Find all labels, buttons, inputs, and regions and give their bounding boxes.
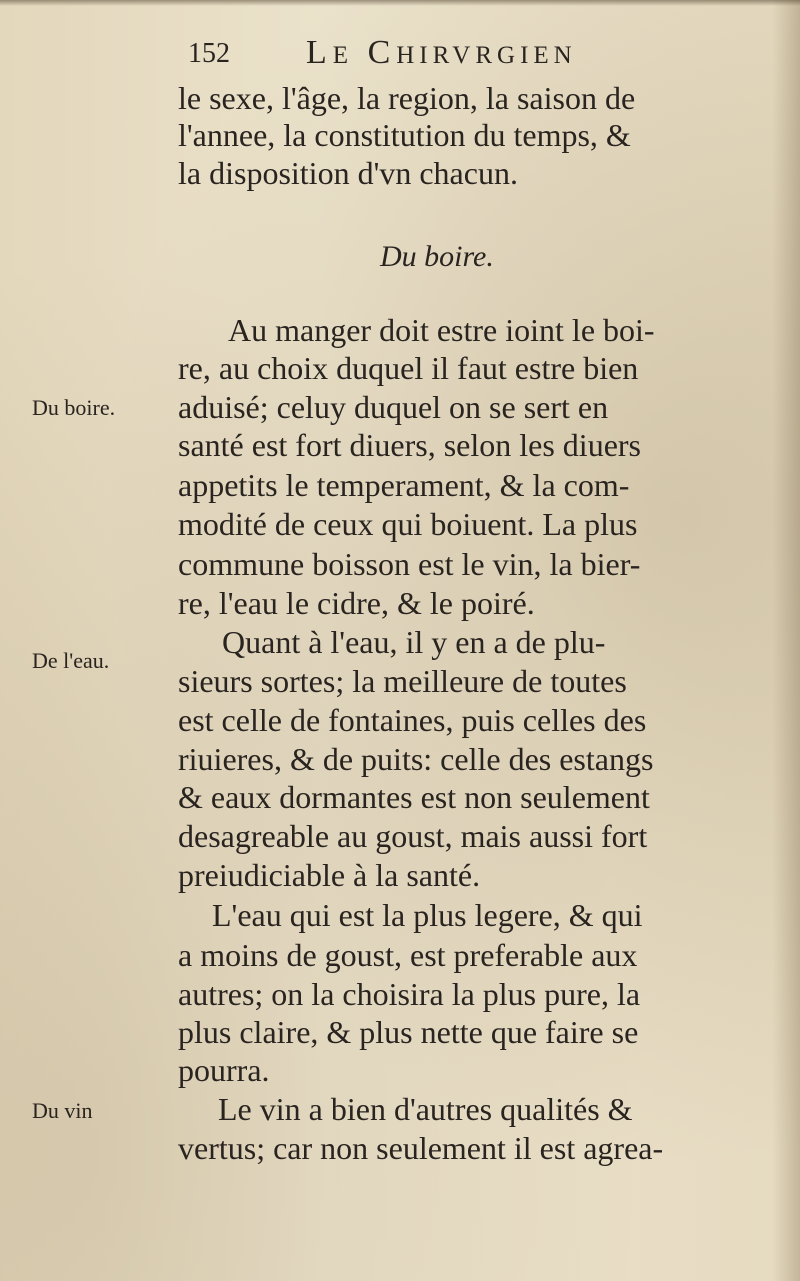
section-heading: Du boire. [380, 240, 494, 273]
text-line: re, l'eau le cidre, & le poiré. [178, 585, 535, 621]
text-line: Au manger doit estre ioint le boi- [228, 312, 655, 348]
text-line: a moins de goust, est preferable aux [178, 937, 638, 973]
text-line: aduisé; celuy duquel on se sert en [178, 389, 609, 425]
text-line: le sexe, l'âge, la region, la saison de [178, 80, 636, 116]
text-line: l'annee, la constitution du temps, & [178, 117, 631, 153]
text-line: L'eau qui est la plus legere, & qui [212, 897, 643, 933]
running-title [306, 34, 577, 72]
running-title-initial-2: C [367, 34, 397, 71]
text-line: re, au choix duquel il faut estre bien [178, 350, 639, 386]
text-line: la disposition d'vn chacun. [178, 155, 518, 191]
text-line: plus claire, & plus nette que faire se [178, 1014, 639, 1050]
text-line: vertus; car non seulement il est agrea- [178, 1130, 664, 1166]
text-line: riuieres, & de puits: celle des estangs [178, 741, 654, 777]
text-line: modité de ceux qui boiuent. La plus [178, 506, 638, 542]
text-line: est celle de fontaines, puis celles des [178, 702, 647, 738]
running-title-rest-1: E [332, 42, 354, 69]
text-line: commune boisson est le vin, la bier- [178, 546, 641, 582]
margin-note-vin: Du vin [32, 1098, 93, 1123]
text-line: Quant à l'eau, il y en a de plu- [222, 624, 606, 660]
text-line: & eaux dormantes est non seulement [178, 779, 650, 815]
text-line: desagreable au goust, mais aussi fort [178, 818, 648, 854]
text-line: preiudiciable à la santé. [178, 857, 481, 893]
page-number: 152 [188, 38, 230, 69]
text-line: Le vin a bien d'autres qualités & [218, 1091, 633, 1127]
margin-note-eau: De l'eau. [32, 648, 110, 673]
text-line: pourra. [178, 1052, 270, 1088]
text-line: autres; on la choisira la plus pure, la [178, 976, 641, 1012]
text-line: sieurs sortes; la meilleure de toutes [178, 663, 627, 699]
running-title-initial-1: L [306, 34, 333, 71]
margin-note-boire: Du boire. [32, 395, 116, 420]
text-line: santé est fort diuers, selon les diuers [178, 427, 641, 463]
page-edge-shadow [772, 0, 800, 1281]
text-line: appetits le temperament, & la com- [178, 467, 630, 503]
page-top-shadow [0, 0, 800, 6]
running-title-rest-2: HIRVRGIEN [396, 42, 577, 69]
